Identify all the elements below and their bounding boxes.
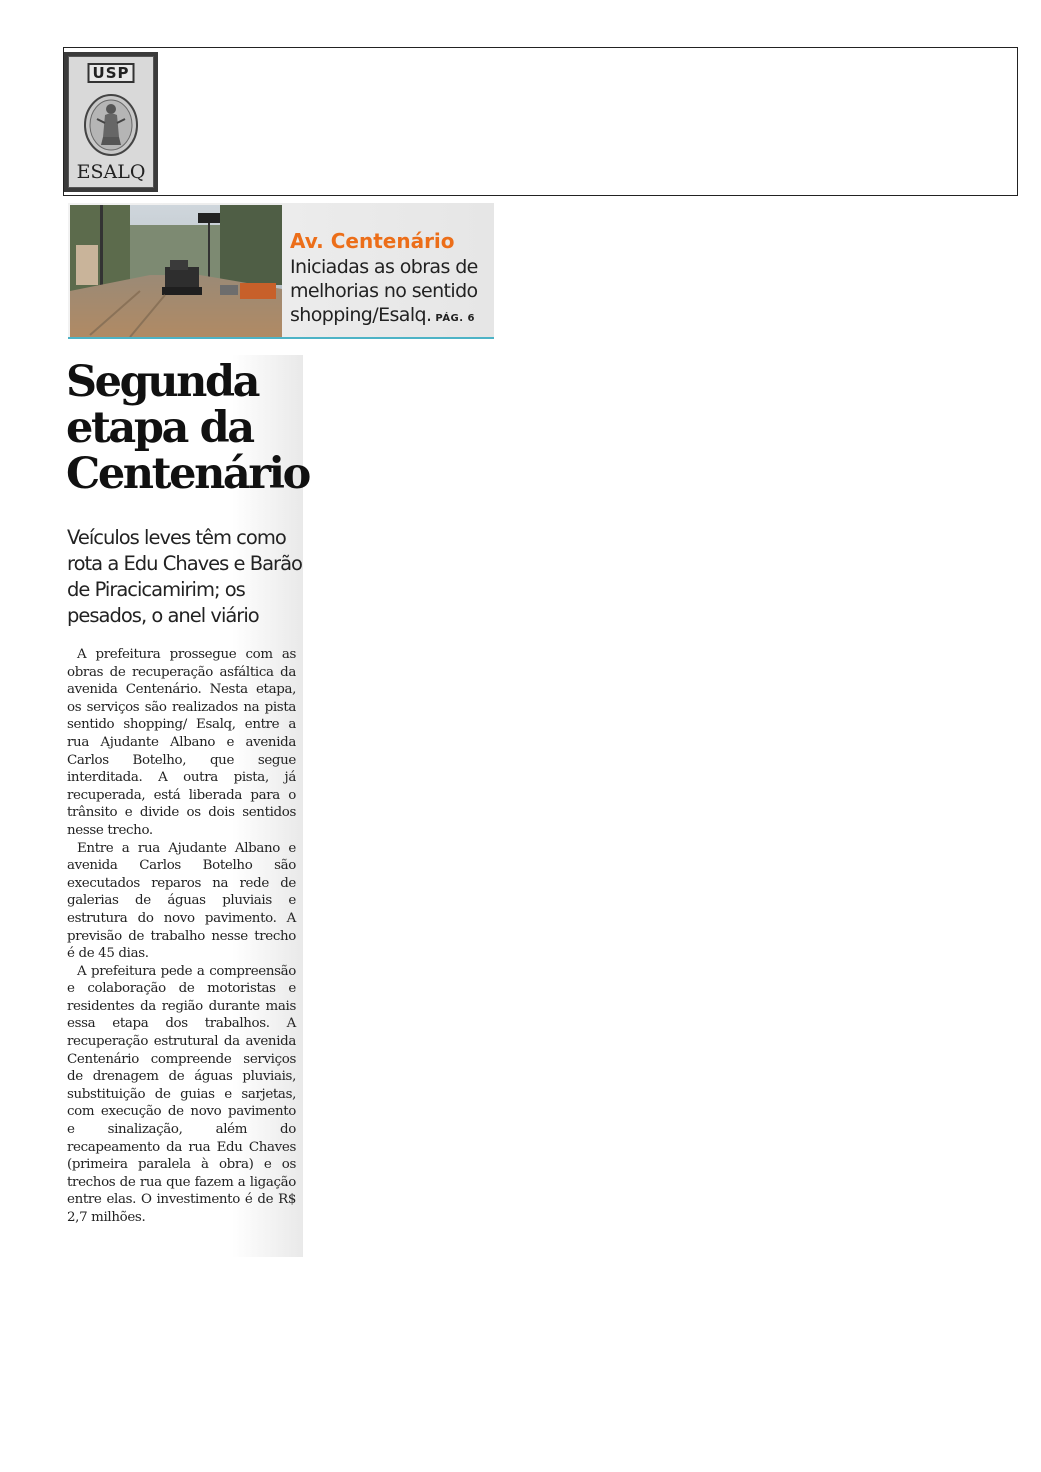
seal-icon — [83, 93, 139, 157]
article — [66, 355, 309, 1257]
logo-esalq-text: ESALQ — [76, 161, 146, 183]
teaser-kicker: Av. Centenário — [290, 229, 455, 253]
teaser-page-ref[interactable]: PÁG. 6 — [435, 313, 476, 324]
teaser-summary — [290, 255, 490, 331]
article-paragraph: A prefeitura pede a compreensão e colaboração de motoristas e residentes da região durante mais essa etapa dos trabalhos. A recuperação estrutural da avenida Centenário compreende serviços de drenagem de águas pluviais, substituição de guias e sarjetas, com execução de novo pavimento e sinalização, além do recapeamento da rua Edu Chaves (primeira paralela à obra) e os trechos de rua que fazem a ligação entre elas. O investimento é de R$ 2,7 milhões. — [67, 963, 296, 1225]
header-box — [63, 47, 1018, 196]
article-paragraph: A prefeitura prossegue com as obras de recuperação asfáltica da avenida Centenário. Nesta etapa, os serviços são realizados na pista sentido shopping/ Esalq, entre a rua Ajudante Albano e avenida Carlos Botelho, que segue interditada. A outra pista, já recuperada, está liberada para o trânsito e divide os dois sentidos nesse trecho. — [67, 647, 296, 838]
article-headline: Segunda etapa da Centenário — [66, 357, 309, 499]
article-body — [67, 646, 296, 1227]
article-subhead: Veículos leves têm como rota a Edu Chaves e Barão de Piracicamirim; os pesados, o anel viário — [67, 526, 302, 627]
logo-usp-text: USP — [88, 63, 135, 83]
article-paragraph: Entre a rua Ajudante Albano e avenida Carlos Botelho são executados reparos na rede de galerias de águas pluviais e estrutura do novo pavimento. A previsão de trabalho nesse trecho é de 45 dias. — [67, 840, 296, 962]
teaser-summary-text: Iniciadas as obras de melhorias no sentido shopping/Esalq. — [290, 256, 478, 326]
teaser-box[interactable] — [68, 203, 494, 339]
usp-esalq-logo — [64, 52, 158, 192]
road-works-photo — [70, 205, 282, 337]
